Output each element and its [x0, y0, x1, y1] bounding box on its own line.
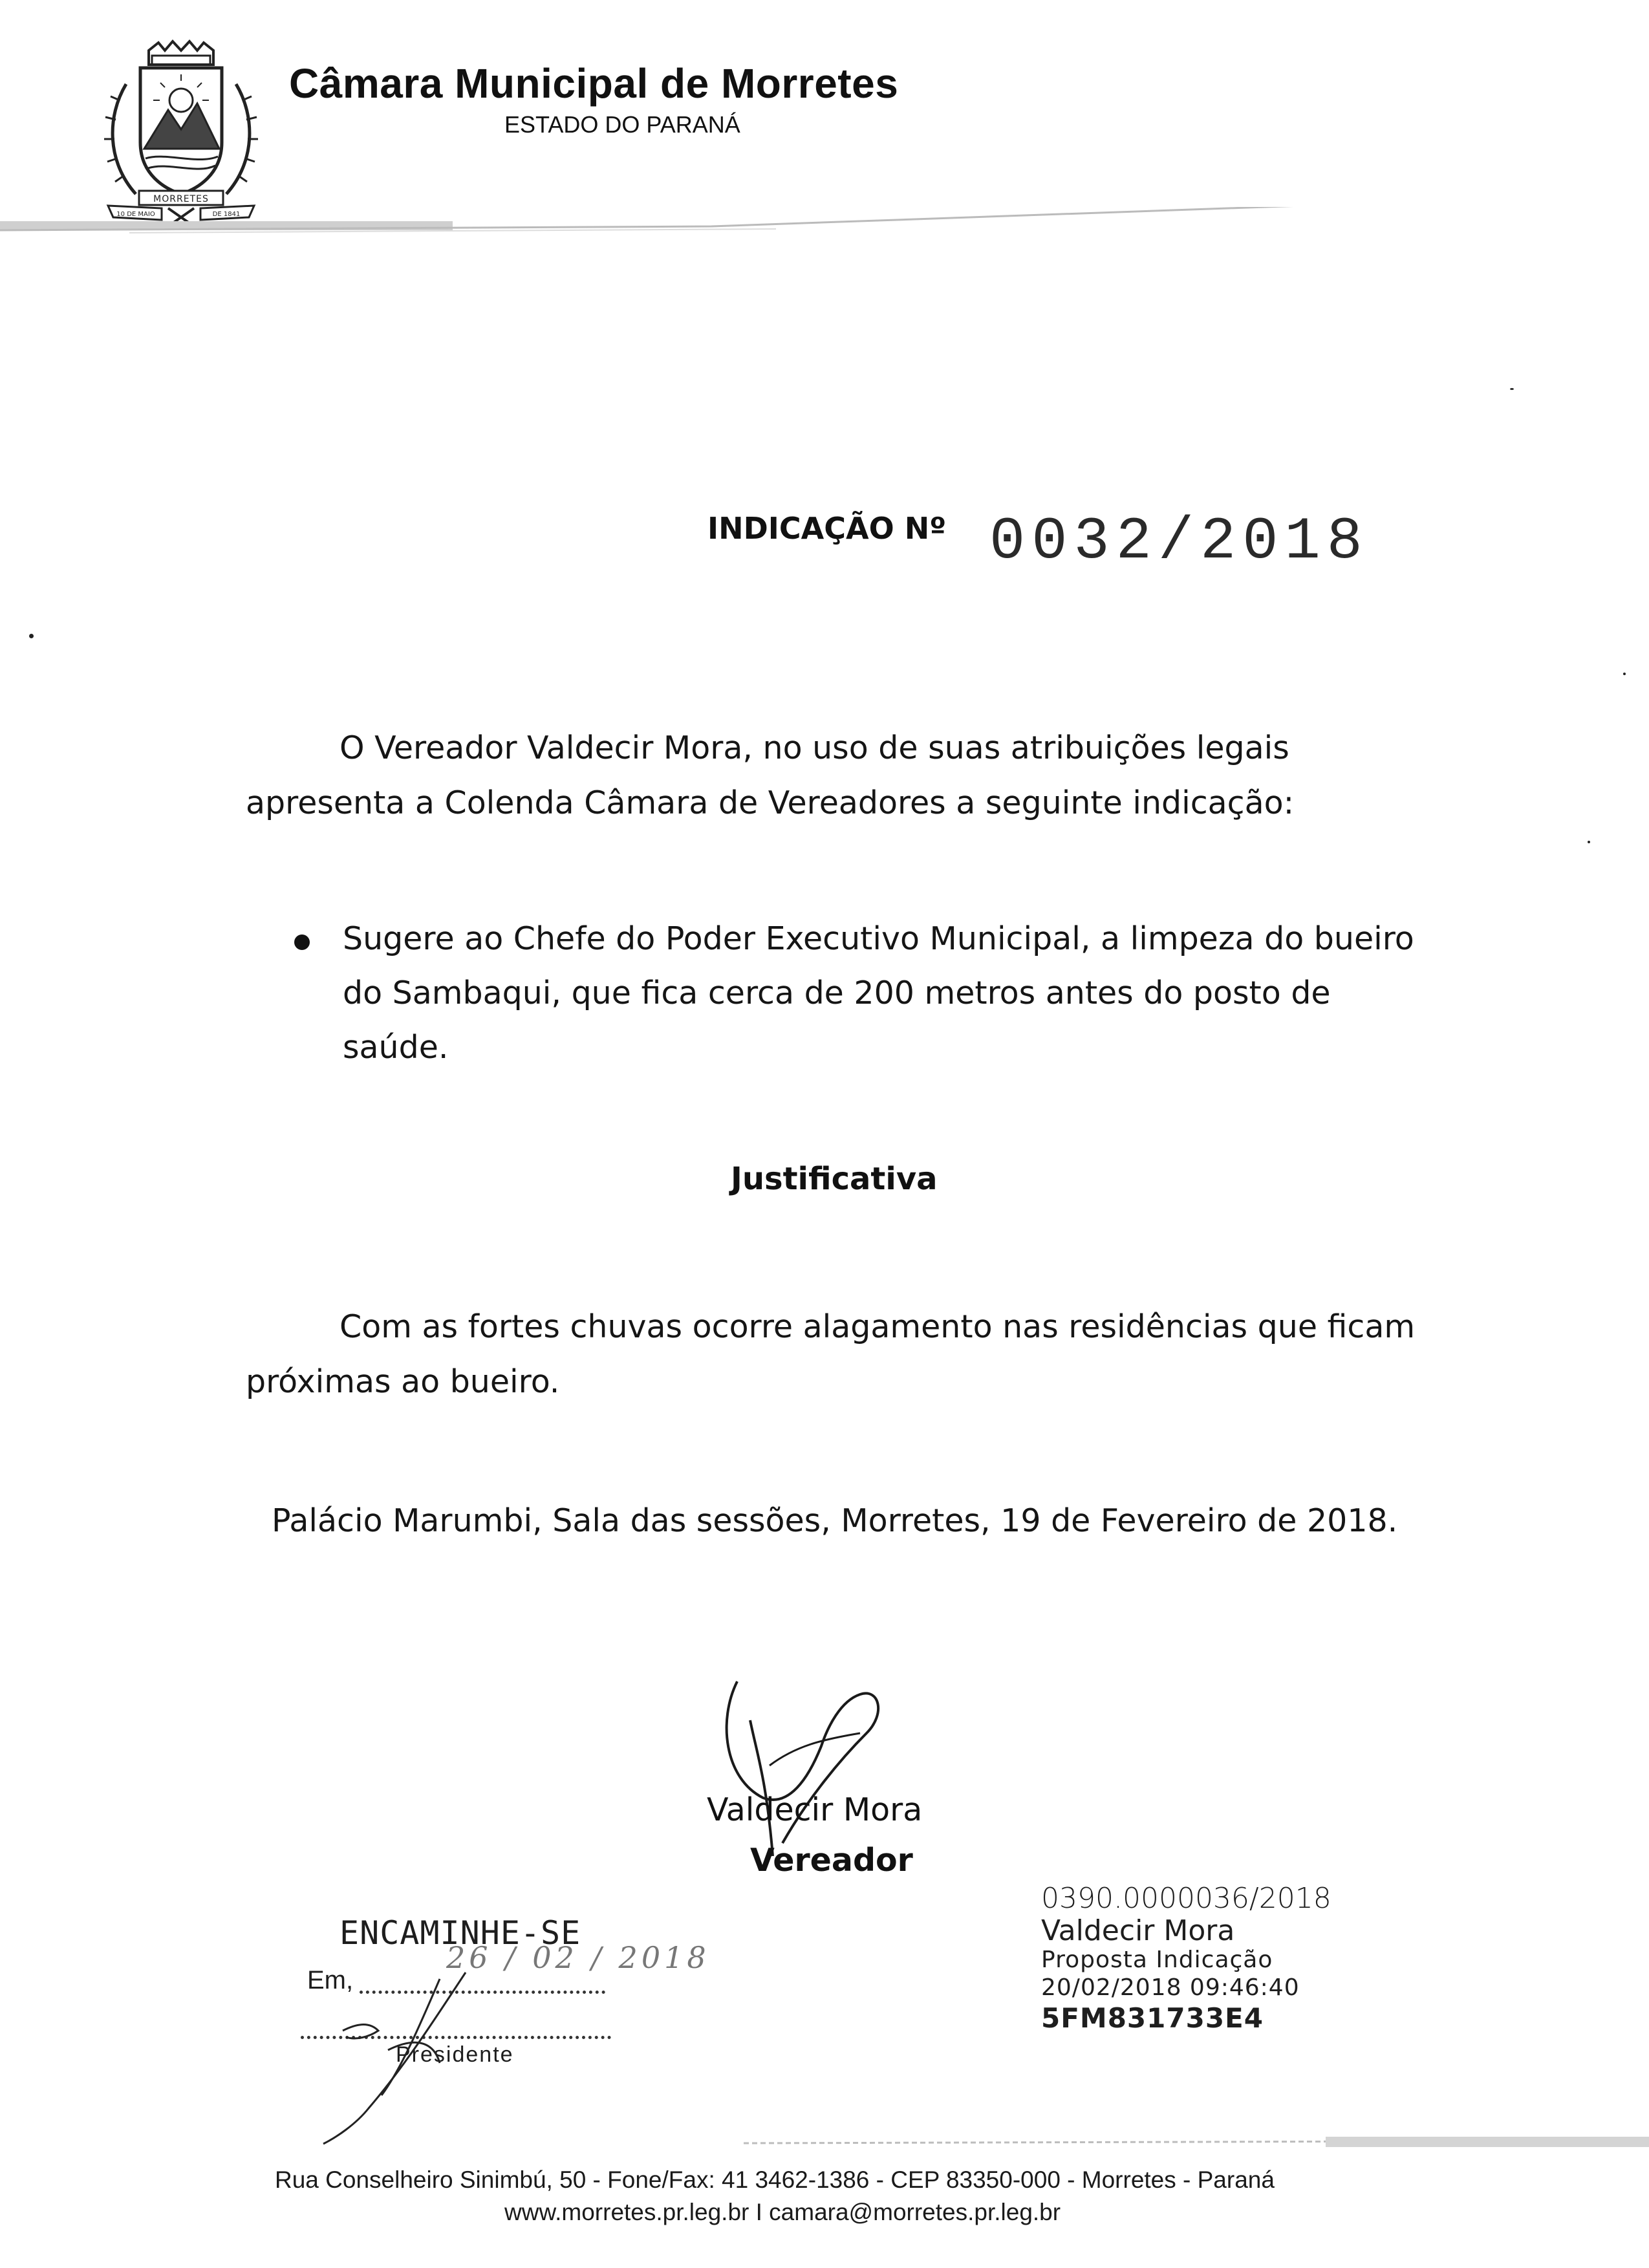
protocol-author: Valdecir Mora [1041, 1914, 1235, 1947]
protocol-type: Proposta Indicação [1041, 1947, 1273, 1973]
intro-line-2: apresenta a Colenda Câmara de Vereadores a seguinte indicação: [246, 784, 1295, 821]
scan-speck [29, 634, 34, 638]
justification-heading: Justificativa [731, 1161, 938, 1197]
handwritten-signature [711, 1669, 905, 1863]
indication-line-2: do Sambaqui, que fica cerca de 200 metros antes do posto de [343, 975, 1331, 1011]
protocol-code: 5FM831733E4 [1041, 2002, 1264, 2034]
header-divider [0, 207, 1649, 246]
crest-banner-left: 10 DE MAIO [116, 211, 155, 218]
closing-place-date: Palácio Marumbi, Sala das sessões, Morretes, 19 de Fevereiro de 2018. [272, 1502, 1398, 1539]
scan-speck [1588, 841, 1590, 843]
justification-line-2: próximas ao bueiro. [246, 1363, 560, 1400]
footer-divider [744, 2134, 1649, 2154]
organization-name: Câmara Municipal de Morretes [289, 60, 899, 107]
signer-name: Valdecir Mora [707, 1791, 923, 1828]
crest-ribbon-text: MORRETES [153, 194, 209, 204]
forward-stamp-title: ENCAMINHE-SE [339, 1914, 581, 1952]
president-signature [310, 1960, 491, 2147]
forward-stamp-date: 26 / 02 / 2018 [446, 1940, 710, 1975]
protocol-number: 0390.0000036/2018 [1041, 1882, 1331, 1915]
forward-stamp-date-label: Em, [307, 1966, 354, 1994]
footer-web-contact: www.morretes.pr.leg.br I camara@morretes.pr.leg.br [504, 2199, 1061, 2225]
signer-role: Vereador [750, 1842, 913, 1879]
indication-line-1: Sugere ao Chefe do Poder Executivo Municipal, a limpeza do bueiro [343, 920, 1414, 957]
document-type-label: INDICAÇÃO Nº [707, 511, 947, 546]
scan-speck [1510, 388, 1514, 390]
intro-line-1: O Vereador Valdecir Mora, no uso de suas atribuições legais [339, 729, 1289, 766]
protocol-datetime: 20/02/2018 09:46:40 [1041, 1974, 1300, 2001]
crest-banner-right: DE 1841 [212, 211, 241, 218]
justification-line-1: Com as fortes chuvas ocorre alagamento nas residências que ficam [339, 1308, 1416, 1345]
bullet-point-icon [294, 934, 310, 950]
municipal-crest-logo [100, 39, 262, 226]
organization-state: ESTADO DO PARANÁ [504, 111, 740, 138]
footer-address: Rua Conselheiro Sinimbú, 50 - Fone/Fax: 41 3462-1386 - CEP 83350-000 - Morretes - Paraná [275, 2166, 1275, 2193]
indication-line-3: saúde. [343, 1029, 449, 1066]
forward-stamp-president-label: Presidente [396, 2042, 514, 2067]
document-number: 0032/2018 [989, 508, 1369, 576]
scan-speck [1623, 673, 1626, 675]
